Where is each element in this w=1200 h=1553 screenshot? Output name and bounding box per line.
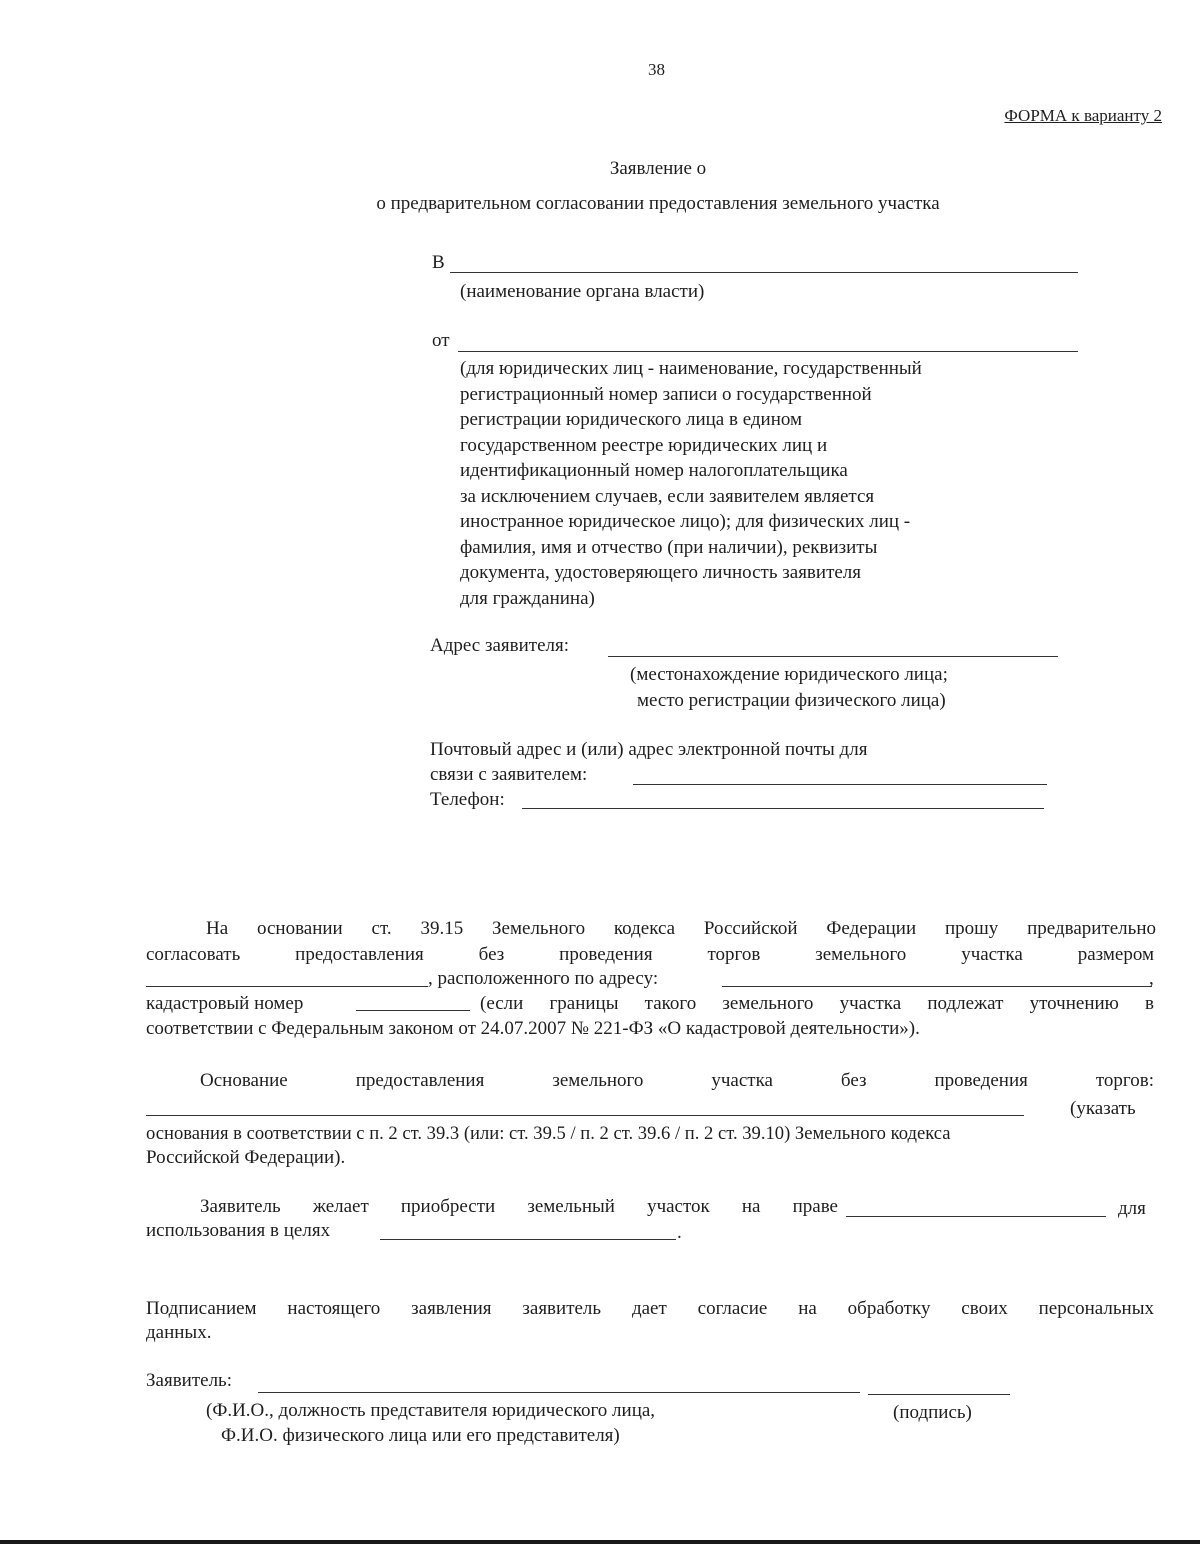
plot-address-field[interactable] bbox=[722, 986, 1152, 987]
request-line3-text: , расположенного по адресу: bbox=[428, 968, 659, 989]
applicant-caption-line: документа, удостоверяющего личность заявителя bbox=[460, 562, 862, 583]
applicant-caption bbox=[460, 356, 922, 611]
purpose-field[interactable] bbox=[380, 1239, 676, 1240]
applicant-caption-line: иностранное юридическое лицо); для физических лиц - bbox=[460, 511, 911, 532]
grounds-field[interactable] bbox=[146, 1115, 1024, 1116]
postal-label-line2: связи с заявителем: bbox=[430, 764, 588, 785]
cadastral-label: кадастровый номер bbox=[146, 993, 304, 1014]
address-label: Адрес заявителя: bbox=[430, 635, 570, 656]
postal-address-field[interactable] bbox=[633, 784, 1047, 785]
authority-caption: (наименование органа власти) bbox=[460, 281, 705, 302]
phone-label: Телефон: bbox=[430, 789, 505, 810]
applicant-name-field[interactable] bbox=[458, 351, 1078, 352]
document-title-line2: о предварительном согласовании предоставления земельного участка bbox=[376, 193, 940, 214]
signature-field[interactable] bbox=[868, 1394, 1010, 1395]
authority-name-field[interactable] bbox=[450, 272, 1078, 273]
cadastral-number-field[interactable] bbox=[356, 1010, 470, 1011]
applicant-caption-line: за исключением случаев, если заявителем является bbox=[460, 485, 875, 507]
document-title-line1: Заявление о bbox=[609, 158, 707, 179]
request-line3-comma: , bbox=[1149, 968, 1154, 989]
request-line5: соответствии с Федеральным законом от 24.07.2007 № 221-ФЗ «О кадастровой деятельности»). bbox=[146, 1018, 920, 1039]
applicant-signature-label: Заявитель: bbox=[146, 1370, 232, 1391]
applicant-name-signature-field[interactable] bbox=[258, 1392, 860, 1393]
consent-line1: Подписанием настоящего заявления заявитель дает согласие на обработку своих персональных bbox=[146, 1298, 1154, 1319]
grounds-line3: основания в соответствии с п. 2 ст. 39.3 (или: ст. 39.5 / п. 2 ст. 39.6 / п. 2 ст. 39.10) Земельного кодекса bbox=[146, 1123, 951, 1144]
request-line4-text: (если границы такого земельного участка подлежат уточнению в bbox=[480, 993, 1154, 1014]
signature-caption-sign: (подпись) bbox=[893, 1402, 972, 1423]
right-type-line1: Заявитель желает приобрести земельный участок на праве bbox=[200, 1196, 838, 1217]
grounds-line4: Российской Федерации). bbox=[146, 1147, 346, 1168]
grounds-line1: Основание предоставления земельного участка без проведения торгов: bbox=[200, 1070, 1154, 1091]
address-caption-line2: место регистрации физического лица) bbox=[637, 690, 946, 711]
applicant-caption-line: фамилия, имя и отчество (при наличии), реквизиты bbox=[460, 536, 878, 558]
applicant-caption-line: государственном реестре юридических лиц и bbox=[460, 434, 828, 456]
page-number: 38 bbox=[648, 60, 665, 79]
form-reference: ФОРМА к варианту 2 bbox=[1004, 106, 1162, 125]
postal-label-line1: Почтовый адрес и (или) адрес электронной почты для bbox=[430, 739, 868, 760]
signature-caption-line2: Ф.И.О. физического лица или его представителя) bbox=[221, 1425, 620, 1446]
consent-line2: данных. bbox=[146, 1322, 212, 1343]
plot-size-field[interactable] bbox=[146, 986, 428, 987]
request-line2: согласовать предоставления без проведения торгов земельного участка размером bbox=[146, 944, 1154, 965]
applicant-caption-line: регистрационный номер записи о государственной bbox=[460, 383, 872, 405]
right-type-field[interactable] bbox=[846, 1216, 1106, 1217]
applicant-caption-line: идентификационный номер налогоплательщика bbox=[460, 460, 848, 481]
applicant-caption-line: (для юридических лиц - наименование, государственный bbox=[460, 358, 922, 379]
purpose-end-dot: . bbox=[677, 1222, 682, 1243]
request-line1: На основании ст. 39.15 Земельного кодекса Российской Федерации прошу предварительно bbox=[206, 918, 1156, 939]
grounds-line2-end: (указать bbox=[1070, 1098, 1136, 1119]
applicant-caption-line: регистрации юридического лица в едином bbox=[460, 409, 803, 430]
address-caption-line1: (местонахождение юридического лица; bbox=[630, 664, 948, 685]
from-prefix: от bbox=[432, 330, 450, 351]
signature-caption-line1: (Ф.И.О., должность представителя юридического лица, bbox=[206, 1400, 656, 1421]
to-prefix: В bbox=[432, 252, 445, 273]
scan-bottom-edge bbox=[0, 1540, 1200, 1544]
right-type-line1-end: для bbox=[1118, 1198, 1146, 1219]
purpose-label: использования в целях bbox=[146, 1220, 331, 1241]
applicant-caption-line: для гражданина) bbox=[460, 587, 595, 609]
address-field[interactable] bbox=[608, 656, 1058, 657]
phone-field[interactable] bbox=[522, 808, 1044, 809]
